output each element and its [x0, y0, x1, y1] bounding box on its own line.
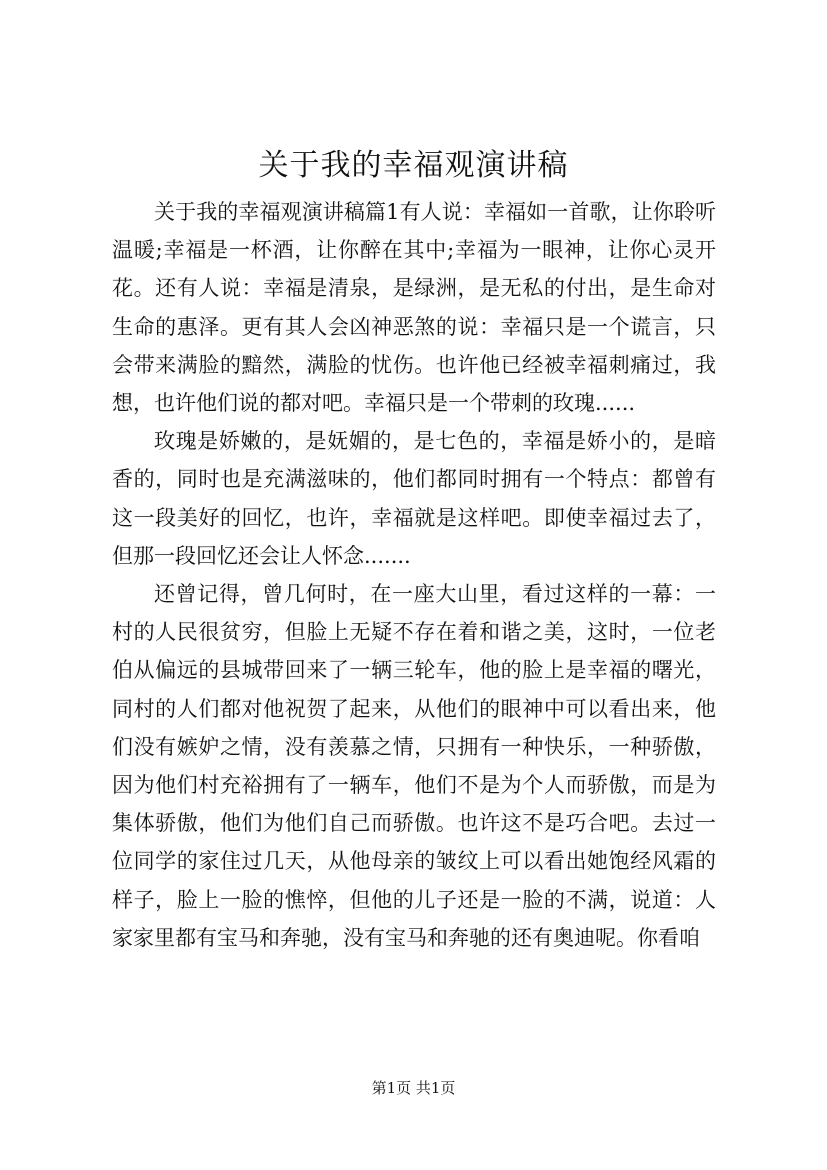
page-footer: 第1页 共1页: [371, 1079, 456, 1097]
document-title: 关于我的幸福观演讲稿: [258, 148, 569, 183]
document-body: [112, 193, 716, 957]
paragraph-3: 还曾记得，曾几何时，在一座大山里，看过这样的一幕：一村的人民很贫穷，但脸上无疑不存在着和谐之美，这时，一位老伯从偏远的县城带回来了一辆三轮车，他的脸上是幸福的曙光，同村的人们都对他祝贺了起来，从他们的眼神中可以看出来，他们没有嫉妒之情，没有羡慕之情，只拥有一种快乐，一种骄傲，因为他们村充裕拥有了一辆车，他们不是为个人而骄傲，而是为集体骄傲，他们为他们自己而骄傲。也许这不是巧合吧。去过一位同学的家住过几天，从他母亲的皱纹上可以看出她饱经风霜的样子，脸上一脸的憔悴，但他的儿子还是一脸的不满，说道：人家家里都有宝马和奔驰，没有宝马和奔驰的还有奥迪呢。你看咱: [112, 582, 716, 950]
paragraph-2: 玫瑰是娇嫩的，是妩媚的，是七色的，幸福是娇小的，是暗香的，同时也是充满滋味的，他们都同时拥有一个特点：都曾有这一段美好的回忆，也许，幸福就是这样吧。即使幸福过去了，但那一段回忆还会让人怀念.......: [112, 429, 716, 568]
paragraph-1: 关于我的幸福观演讲稿篇1有人说：幸福如一首歌，让你聆听温暖;幸福是一杯酒，让你醉在其中;幸福为一眼神，让你心灵开花。还有人说：幸福是清泉，是绿洲，是无私的付出，是生命对生命的惠泽。更有其人会凶神恶煞的说：幸福只是一个谎言，只会带来满脸的黯然，满脸的忧伤。也许他已经被幸福刺痛过，我想，也许他们说的都对吧。幸福只是一个带刺的玫瑰......: [112, 200, 716, 416]
